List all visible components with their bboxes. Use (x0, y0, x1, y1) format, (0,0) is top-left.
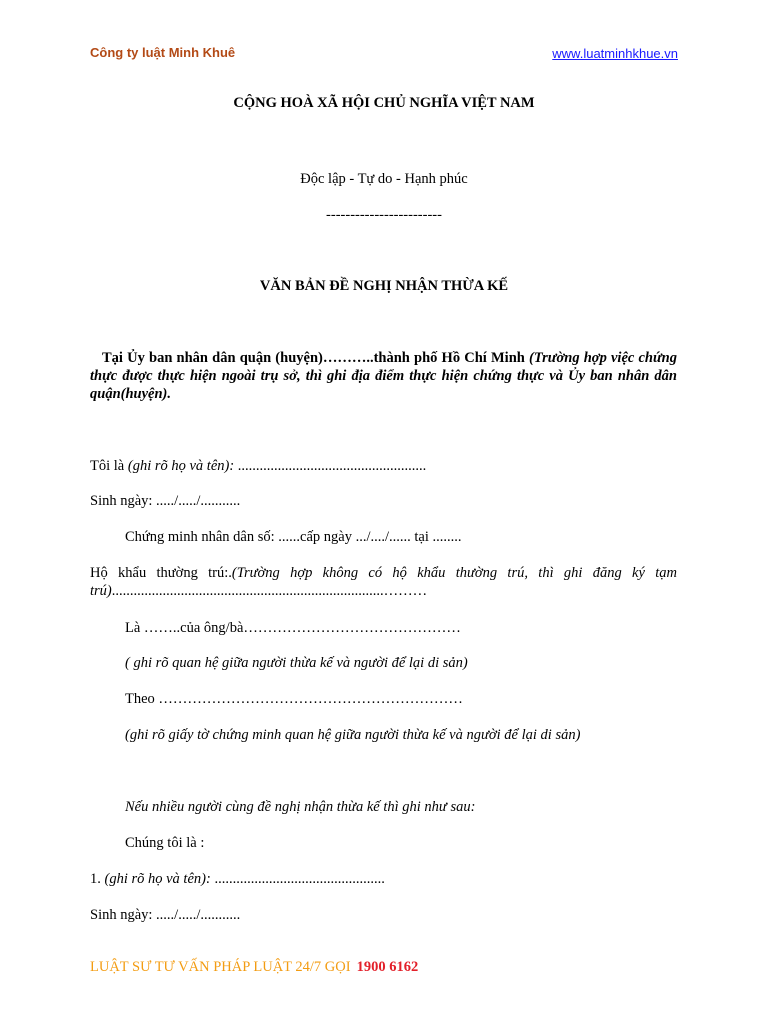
name-line (90, 457, 426, 475)
relation-note: ( ghi rõ quan hệ giữa người thừa kế và người để lại di sản) (125, 655, 468, 671)
name-dots: .................................................... (234, 458, 427, 474)
footer-text: LUẬT SƯ TƯ VẤN PHÁP LUẬT 24/7 GỌI (90, 959, 351, 975)
separator: ------------------------ (326, 207, 442, 223)
place-note: (Trường hợp việc chứng thực được thực hiện ngoài trụ sở, thì ghi địa điểm thực hiện chứng thực và Ủy ban nhân dân quận(huyện). (90, 350, 677, 402)
item1-number: 1. (90, 871, 105, 887)
multi-heir-note: Nếu nhiều người cùng đề nghị nhận thừa kế thì ghi như sau: (125, 799, 476, 815)
item1-dob-line: Sinh ngày: ...../...../........... (90, 907, 241, 923)
item1-name-line (90, 870, 385, 888)
residence-note: (Trường hợp không có hộ khẩu thường trú, thì ghi đăng ký tạm trú) (90, 565, 677, 599)
we-are-line: Chúng tôi là : (125, 835, 205, 851)
item1-hint: (ghi rõ họ và tên): (104, 871, 211, 887)
residence-label: Hộ khẩu thường trú:. (90, 565, 232, 581)
website-link[interactable]: www.luatminhkhue.vn (552, 46, 678, 61)
item1-dots: ............................................... (210, 871, 385, 887)
document-title: VĂN BẢN ĐỀ NGHỊ NHẬN THỪA KẾ (259, 278, 509, 294)
hotline-number[interactable]: 1900 6162 (356, 959, 419, 975)
company-name: Công ty luật Minh Khuê (90, 45, 236, 60)
according-line: Theo ……………………………………………………… (125, 691, 463, 707)
name-hint: (ghi rõ họ và tên): (127, 458, 235, 474)
name-label: Tôi là (90, 458, 128, 474)
footer-banner (90, 959, 418, 976)
place-paragraph (90, 349, 677, 403)
according-note: (ghi rõ giấy tờ chứng minh quan hệ giữa người thừa kế và người để lại di sản) (125, 727, 581, 743)
motto: Độc lập - Tự do - Hạnh phúc (300, 171, 468, 187)
residence-dots: ...........................................................................……… (111, 583, 428, 599)
nation-heading: CỘNG HOÀ XÃ HỘI CHỦ NGHĨA VIỆT NAM (233, 95, 535, 111)
residence-paragraph (90, 564, 677, 600)
relation-line: Là ……..của ông/bà……………………………………… (125, 620, 461, 636)
dob-line: Sinh ngày: ...../...../........... (90, 493, 241, 509)
place-text: Tại Ủy ban nhân dân quận (huyện)………..thành phố Hồ Chí Minh (102, 350, 529, 366)
id-card-line: Chứng minh nhân dân số: ......cấp ngày .../..../...... tại ........ (125, 529, 462, 545)
